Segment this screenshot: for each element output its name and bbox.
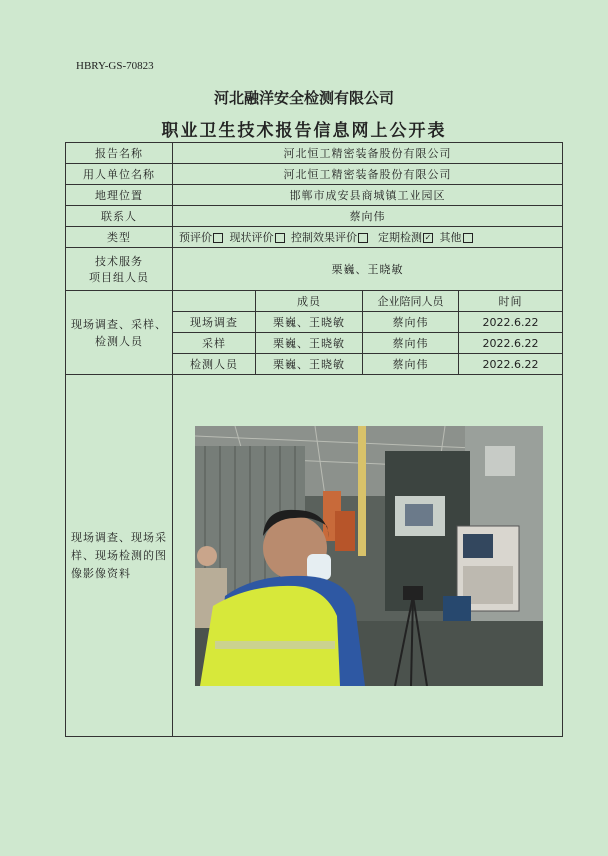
type-option-other [440, 231, 476, 244]
type-option-label: 现状评价 [229, 231, 274, 244]
type-option-status-evaluation [230, 231, 288, 244]
row-location [66, 185, 563, 206]
employer-value: 河北恒工精密装备股份有限公司 [173, 164, 563, 185]
field-staff-label: 现场调查、采样、检测人员 [66, 291, 173, 375]
header-escort: 企业陪同人员 [363, 291, 459, 312]
type-option-label: 预评价 [179, 231, 212, 244]
report-code: HBRY-GS-70823 [76, 60, 154, 72]
field-members: 栗巍、王晓敏 [256, 312, 363, 333]
header-date: 时间 [459, 291, 563, 312]
type-option-pre-evaluation [179, 231, 226, 244]
field-date: 2022.6.22 [459, 333, 563, 354]
employer-label: 用人单位名称 [66, 164, 173, 185]
contact-label: 联系人 [66, 206, 173, 227]
field-members: 栗巍、王晓敏 [256, 333, 363, 354]
tech-staff-label [66, 248, 173, 291]
tech-staff-label-line1: 技术服务 [95, 255, 143, 268]
type-options [173, 227, 563, 248]
field-date: 2022.6.22 [459, 354, 563, 375]
field-escort: 蔡向伟 [363, 333, 459, 354]
tech-staff-value: 栗巍、王晓敏 [173, 248, 563, 291]
checkbox-icon [275, 233, 285, 243]
header-members: 成员 [256, 291, 363, 312]
checkbox-icon [358, 233, 368, 243]
field-escort: 蔡向伟 [363, 354, 459, 375]
contact-value: 蔡向伟 [173, 206, 563, 227]
checkbox-checked-icon: ✓ [424, 233, 432, 242]
row-tech-staff [66, 248, 563, 291]
field-task: 检测人员 [173, 354, 256, 375]
location-label: 地理位置 [66, 185, 173, 206]
type-option-label: 控制效果评价 [291, 231, 357, 244]
type-label: 类型 [66, 227, 173, 248]
field-task: 采样 [173, 333, 256, 354]
row-field-header [66, 291, 563, 312]
document-title: 职业卫生技术报告信息网上公开表 [161, 121, 447, 141]
field-task: 现场调查 [173, 312, 256, 333]
type-option-label: 其他 [439, 231, 462, 244]
company-name: 河北融洋安全检测有限公司 [213, 89, 394, 107]
tech-staff-label-line2: 项目组人员 [89, 271, 149, 284]
images-label: 现场调查、现场采样、现场检测的图像影像资料 [66, 375, 173, 737]
type-option-label: 定期检测 [378, 231, 422, 244]
row-report-name [66, 143, 563, 164]
field-escort: 蔡向伟 [363, 312, 459, 333]
site-photo [195, 426, 543, 686]
field-members: 栗巍、王晓敏 [256, 354, 363, 375]
row-contact [66, 206, 563, 227]
row-employer [66, 164, 563, 185]
report-name-value: 河北恒工精密装备股份有限公司 [173, 143, 563, 164]
checkbox-icon [213, 233, 223, 243]
row-type [66, 227, 563, 248]
checkbox-icon [463, 233, 473, 243]
type-option-control-evaluation [291, 231, 371, 244]
type-option-periodic-testing [375, 231, 437, 244]
field-date: 2022.6.22 [459, 312, 563, 333]
field-header-empty [173, 291, 256, 312]
report-name-label: 报告名称 [66, 143, 173, 164]
location-value: 邯郸市成安县商城镇工业园区 [173, 185, 563, 206]
